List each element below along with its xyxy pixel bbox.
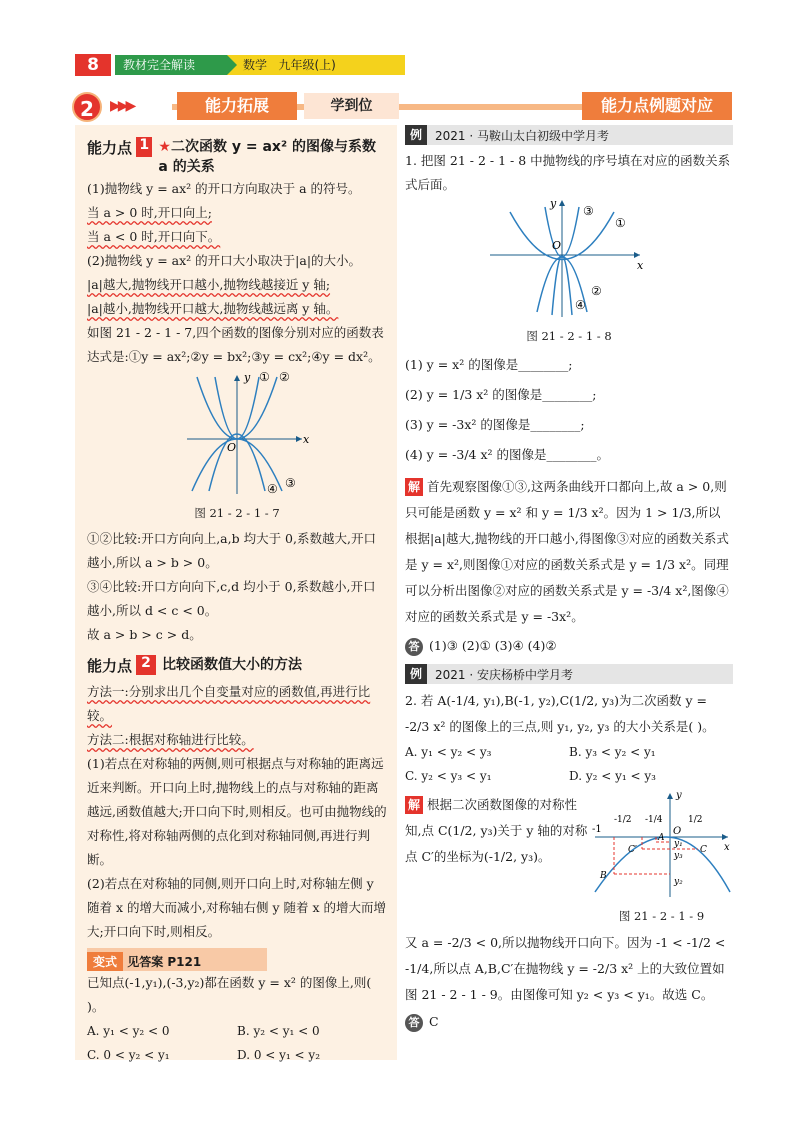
- section-subtitle: 学到位: [304, 93, 399, 119]
- curve-label-3: ③: [285, 476, 296, 490]
- fill-blank-item: (3) y = -3x² 的图像是________;: [405, 417, 585, 432]
- paragraph: |a|越小,抛物线开口越大,抛物线越远离 y 轴。: [87, 301, 339, 316]
- left-column: [75, 125, 397, 1060]
- option: C. 0 < y₂ < y₁: [87, 1048, 170, 1062]
- ability-point-title: ★二次函数 y = ax² 的图像与系数 a 的关系: [158, 139, 376, 175]
- figure-21-2-1-9: [590, 792, 733, 902]
- value-label: y₁: [674, 839, 683, 849]
- variant-ref: 见答案 P121: [127, 955, 202, 969]
- example-question: 2. 若 A(-1/4, y₁),B(-1, y₂),C(1/2, y₃)为二次函数 y = -2/3 x² 的图像上的三点,则 y₁, y₂, y₃ 的大小关系是( )。: [405, 693, 715, 734]
- section-number-badge: 2: [72, 92, 102, 122]
- point-label: A: [658, 833, 665, 843]
- figure-21-2-1-7: [87, 369, 387, 499]
- curve-label-4: ④: [267, 482, 278, 496]
- example-question: 1. 把图 21 - 2 - 1 - 8 中抛物线的序号填在对应的函数关系式后面。: [405, 153, 731, 192]
- right-column: [405, 125, 733, 1060]
- option: A. y₁ < y₂ < y₃: [405, 745, 492, 759]
- axis-y-label: y: [244, 371, 251, 384]
- origin-label: O: [227, 441, 237, 454]
- option: B. y₂ < y₁ < 0: [237, 1024, 320, 1038]
- example-source: 2021 · 安庆杨桥中学月考: [435, 667, 573, 682]
- paragraph: 当 a > 0 时,开口向上;: [87, 205, 212, 220]
- subject-grade: [243, 55, 336, 75]
- origin-label: O: [552, 239, 562, 252]
- paragraph: (1)抛物线 y = ax² 的开口方向取决于 a 的符号。: [87, 181, 361, 196]
- option: D. y₂ < y₁ < y₃: [569, 769, 656, 783]
- paragraph: ①②比较:开口方向向上,a,b 均大于 0,系数越大,开口越小,所以 a > b > 0。: [87, 531, 376, 570]
- point-label: C′: [628, 845, 637, 855]
- figure-caption: 图 21 - 2 - 1 - 8: [526, 329, 612, 343]
- example-tag: 例: [405, 664, 427, 684]
- series-title: 教材完全解读: [115, 55, 227, 75]
- section-banner: [72, 92, 732, 122]
- axis-y-label: y: [676, 792, 682, 801]
- option: D. 0 < y₁ < y₂: [237, 1048, 321, 1062]
- axis-x-label: x: [637, 259, 644, 272]
- answer-icon: 答: [405, 638, 423, 656]
- tick-label: -1: [592, 824, 602, 835]
- value-label: y₂: [674, 877, 683, 887]
- figure-21-2-1-8: [405, 197, 733, 322]
- solution: 解 首先观察图像①③,这两条曲线开口都向上,故 a > 0,则只可能是函数 y = x² 和 y = 1/3 x²。因为 1 > 1/3,所以根据|a|越大,抛物线的开口越小,得图像③对应的函数关系式是 y = x²,则图像①对应的函数关系式是 y = 1/3 x²。同理可以分析出图像②对应的函数关系式是 y = -3/4 x²,图像④对应的函数关系式是 y = -3x²。: [405, 479, 729, 624]
- option: C. y₂ < y₃ < y₁: [405, 769, 492, 783]
- tick-label: -1/4: [645, 815, 663, 825]
- paragraph: 方法一:分别求出几个自变量对应的函数值,再进行比较。: [87, 684, 371, 723]
- solution-icon: 解: [405, 796, 423, 814]
- page-number: 8: [75, 54, 111, 76]
- arrow-icons: ▶▶▶: [110, 98, 134, 114]
- point-label: B: [600, 871, 607, 881]
- option: A. y₁ < y₂ < 0: [87, 1024, 170, 1038]
- paragraph: (2)抛物线 y = ax² 的开口大小取决于|a|的大小。: [87, 253, 362, 268]
- solution-continued: 又 a = -2/3 < 0,所以抛物线开口向下。因为 -1 < -1/2 < -1/4,所以点 A,B,C′在抛物线 y = -2/3 x² 上的大致位置如图 21 - 2 - 1 - 9。由图像可知 y₂ < y₃ < y₁。故选 C。: [405, 935, 726, 1002]
- axis-x-label: x: [724, 842, 730, 853]
- star-icon: ★: [158, 139, 171, 155]
- value-label: y₃: [674, 851, 683, 861]
- axis-y-label: y: [550, 197, 557, 210]
- ability-point-number: 2: [136, 655, 156, 675]
- subject: 数学: [243, 58, 268, 72]
- fill-blank-item: (1) y = x² 的图像是________;: [405, 357, 573, 372]
- variant-bar: [87, 948, 267, 971]
- curve-label-3: ③: [583, 204, 594, 218]
- option: B. y₃ < y₂ < y₁: [569, 745, 656, 759]
- fill-blank-item: (2) y = 1/3 x² 的图像是________;: [405, 387, 597, 402]
- tick-label: 1/2: [688, 815, 703, 825]
- origin-label: O: [673, 826, 682, 837]
- answer: 答 C: [405, 1010, 733, 1034]
- ability-point-2-heading: [87, 655, 387, 676]
- answer-icon: 答: [405, 1014, 423, 1032]
- curve-label-2: ②: [591, 284, 602, 298]
- curve-label-4: ④: [575, 298, 586, 312]
- answer: 答 (1)③ (2)① (3)④ (4)②: [405, 634, 733, 658]
- example-1-header: [405, 125, 733, 145]
- paragraph: (1)若点在对称轴的两侧,则可根据点与对称轴的距离远近来判断。开口向上时,抛物线上的点与对称轴的距离越远,函数值越大;开口向下时,则相反。也可由抛物线的对称性,将对称轴两侧的点化到对称轴同侧,再进行判断。: [87, 756, 387, 867]
- ability-point-1-heading: [87, 137, 387, 177]
- example-2-header: [405, 664, 733, 684]
- figure-caption: 图 21 - 2 - 1 - 7: [194, 506, 280, 520]
- example-options: [405, 740, 733, 788]
- fill-blank-item: (4) y = -3/4 x² 的图像是________。: [405, 447, 610, 462]
- running-header: [75, 54, 405, 76]
- paragraph: ③④比较:开口方向向下,c,d 均小于 0,系数越小,开口越小,所以 d < c < 0。: [87, 579, 376, 618]
- paragraph: 方法二:根据对称轴进行比较。: [87, 732, 254, 747]
- tick-label: -1/2: [614, 815, 632, 825]
- curve-label-1: ①: [615, 216, 626, 230]
- point-label: C: [700, 845, 707, 855]
- paragraph: 当 a < 0 时,开口向下。: [87, 229, 221, 244]
- example-source: 2021 · 马鞍山太白初级中学月考: [435, 128, 609, 143]
- grade: 九年级(上): [278, 58, 336, 72]
- variant-options: [87, 1019, 387, 1067]
- examples-title: 能力点例题对应: [582, 92, 732, 120]
- curve-label-2: ②: [279, 370, 290, 384]
- paragraph: (2)若点在对称轴的同侧,则开口向上时,对称轴左侧 y 随着 x 的增大而减小,对称轴右侧 y 随着 x 的增大而增大;开口向下时,则相反。: [87, 876, 386, 939]
- ability-point-label: 能力点: [87, 139, 133, 157]
- ability-point-number: 1: [136, 137, 152, 157]
- ability-point-label: 能力点: [87, 657, 133, 675]
- variant-question: 已知点(-1,y₁),(-3,y₂)都在函数 y = x² 的图像上,则( )。: [87, 975, 372, 1014]
- curve-label-1: ①: [259, 370, 270, 384]
- section-title: 能力拓展: [177, 92, 297, 120]
- figure-caption: 图 21 - 2 - 1 - 9: [618, 909, 705, 923]
- solution: 解 根据二次函数图像的对称性知,点 C(1/2, y₃)关于 y 轴的对称点 C′的坐标为(-1/2, y₃)。: [405, 797, 588, 864]
- axis-x-label: x: [303, 433, 310, 446]
- ability-point-title: 比较函数值大小的方法: [162, 657, 303, 673]
- solution-icon: 解: [405, 478, 423, 496]
- example-tag: 例: [405, 125, 427, 145]
- solution-block: [405, 792, 733, 930]
- paragraph: 故 a > b > c > d。: [87, 627, 202, 642]
- paragraph: |a|越大,抛物线开口越小,抛物线越接近 y 轴;: [87, 277, 331, 292]
- variant-tag: 变式: [87, 952, 123, 971]
- paragraph: 如图 21 - 2 - 1 - 7,四个函数的图像分别对应的函数表达式是:①y = ax²;②y = bx²;③y = cx²;④y = dx²。: [87, 325, 384, 364]
